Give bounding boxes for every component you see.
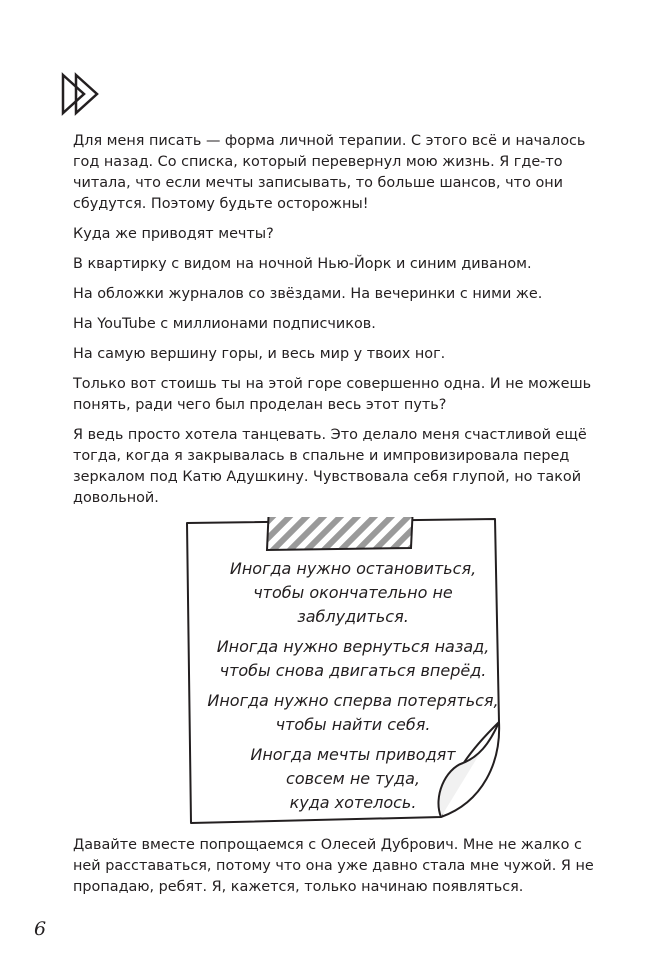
paragraph: На самую вершину горы, и весь мир у твоих ног.: [73, 346, 446, 362]
paragraph: Куда же приводят мечты?: [73, 226, 274, 242]
paragraph: Я ведь просто хотела танцевать. Это делало меня счастливой ещё тогда, когда я закрывалась в спальне и импровизировала перед зеркалом под Катю Адушкину. Чувствовала себя глупой, но такой довольной.: [73, 427, 587, 506]
note-line: чтобы снова двигаться вперёд.: [219, 661, 487, 680]
top-text-block: [73, 131, 598, 518]
note-line: совсем не туда,: [286, 769, 420, 788]
paragraph: На обложки журналов со звёздами. На вечеринки с ними же.: [73, 286, 543, 302]
note-stanza: [203, 557, 503, 629]
note-stanza: [203, 743, 503, 815]
paragraph: На YouTube с миллионами подписчиков.: [73, 316, 376, 332]
paragraph: Только вот стоишь ты на этой горе совершенно одна. И не можешь понять, ради чего был проделан весь этот путь?: [73, 376, 592, 413]
double-chevron-icon: [60, 72, 108, 116]
note-stanza: [203, 689, 503, 737]
note-line: Иногда нужно вернуться назад,: [216, 637, 490, 656]
note-line: чтобы найти себя.: [275, 715, 431, 734]
page-number: 6: [34, 918, 47, 940]
note-text: [203, 557, 503, 821]
sticky-note: [183, 517, 503, 825]
bottom-text-block: [73, 835, 598, 907]
note-line: Иногда нужно остановиться,: [229, 559, 477, 578]
note-stanza: [203, 635, 503, 683]
paragraph: Для меня писать — форма личной терапии. С этого всё и началось год назад. Со списка, который перевернул мою жизнь. Я где-то читала, что если мечты записывать, то больше шансов, что они сбудутся. Поэтому будьте осторожны!: [73, 133, 586, 212]
note-line: куда хотелось.: [289, 793, 417, 812]
note-line: Иногда мечты приводят: [250, 745, 456, 764]
tape-strip: [267, 517, 413, 550]
paragraph: Давайте вместе попрощаемся с Олесей Дубрович. Мне не жалко с ней расставаться, потому что она уже давно стала мне чужой. Я не пропадаю, ребят. Я, кажется, только начинаю появляться.: [73, 837, 594, 895]
note-line: чтобы окончательно не заблудиться.: [253, 583, 453, 626]
note-line: Иногда нужно сперва потеряться,: [207, 691, 499, 710]
paragraph: В квартирку с видом на ночной Нью-Йорк и синим диваном.: [73, 256, 532, 272]
